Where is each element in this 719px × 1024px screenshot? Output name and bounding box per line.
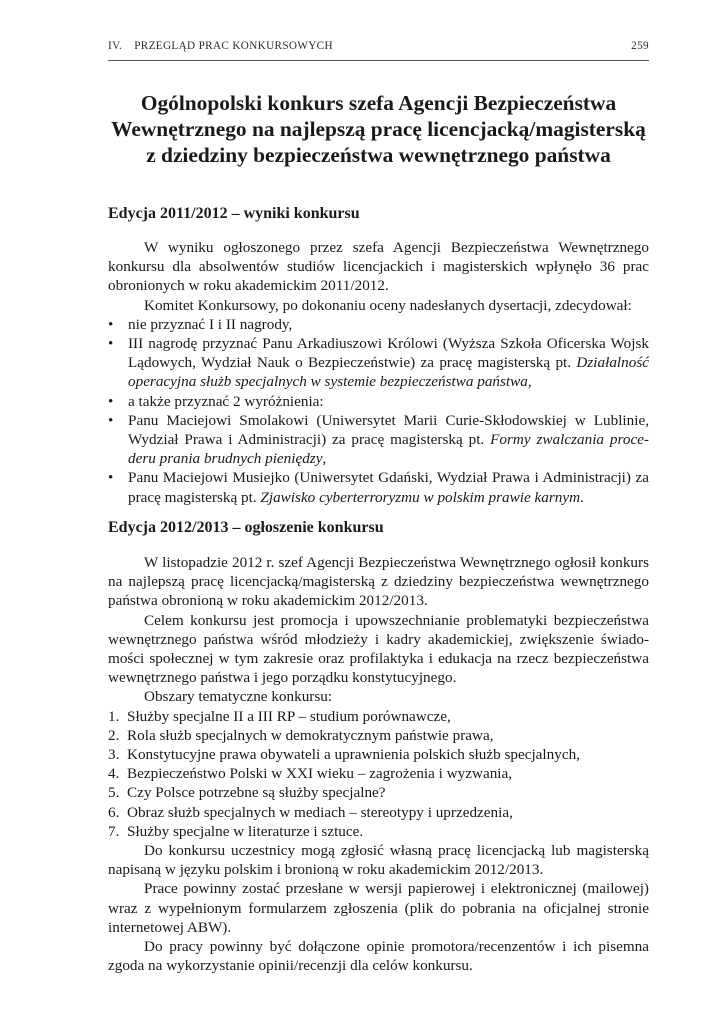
paragraph [108, 687, 649, 706]
text-line [128, 372, 649, 391]
work-title: Działalność [576, 354, 649, 372]
text-line: nie przyznać I i II nagrody, [128, 315, 293, 333]
text-line [128, 449, 649, 468]
text-line: Konstytucyjne prawa obywateli a uprawnienia polskich służb specjalnych, [127, 746, 580, 764]
topic-list-item [108, 745, 649, 764]
topic-list-item [108, 764, 649, 783]
paragraph [108, 553, 649, 611]
chapter-heading [108, 40, 333, 52]
work-title: deru prania brudnych pieniędzy [128, 450, 323, 468]
text-line: państwa obronioną w roku akademickim 2012/2013. [108, 592, 428, 610]
text-line: III nagrodę przyznać Panu Arkadiuszowi Królowi (Wyższa Szkoła Oficerska Wojsk [128, 335, 649, 353]
text-line: konkursu dla absolwentów studiów licencjackich i magisterskich wpłynęło 36 prac [108, 258, 649, 276]
text-line: Obraz służb specjalnych w mediach – stereotypy i uprzedzenia, [127, 803, 513, 821]
chapter-title: PRZEGLĄD PRAC KONKURSOWYCH [134, 40, 333, 52]
section-2011-2012-body [108, 238, 649, 507]
bullet-item [108, 315, 649, 334]
topic-list-item [108, 822, 649, 841]
paragraph [108, 611, 649, 688]
header-divider [108, 60, 649, 61]
section-heading-2011-2012: Edycja 2011/2012 – wyniki konkursu [108, 205, 360, 222]
text-line: zgoda na wykorzystanie opinii/recenzji dla celów konkursu. [108, 957, 473, 975]
paragraph [108, 296, 649, 315]
list-number: 5. [108, 784, 120, 802]
page-number: 259 [631, 40, 649, 52]
list-number: 3. [108, 746, 120, 764]
text-line: W wyniku ogłoszonego przez szefa Agencji Bezpieczeństwa Wewnętrznego [144, 239, 649, 256]
topic-list-item [108, 783, 649, 802]
text-line: Rola służb specjalnych w demokratycznym państwie prawa, [127, 726, 494, 744]
text-line: Bezpieczeństwo Polski w XXI wieku – zagrożenia i wyzwania, [127, 765, 513, 783]
list-number: 1. [108, 707, 120, 725]
text-line: Komitet Konkursowy, po dokonaniu oceny nadesłanych dysertacji, zdecydował: [144, 296, 632, 314]
text-line: W listopadzie 2012 r. szef Agencji Bezpieczeństwa Wewnętrznego ogłosił konkurs [144, 554, 649, 571]
text-line: Do konkursu uczestnicy mogą zgłosić własną pracę licencjacką lub magisterską [144, 842, 649, 860]
text-line: Panu Maciejowi Smolakowi (Uniwersytet Marii Curie-Skłodowskiej w Lublinie, [128, 411, 649, 429]
list-number: 4. [108, 765, 120, 783]
text-line: Celem konkursu jest promocja i upowszechnianie problematyki bezpieczeństwa [144, 611, 649, 629]
article-title [108, 90, 649, 168]
text-line: Obszary tematyczne konkursu: [144, 688, 333, 706]
text-line: wewnętrznego państwa wśród młodzieży i kadry akademickiej, zwiększenie świado- [108, 630, 649, 648]
topic-list-item [108, 707, 649, 726]
list-number: 6. [108, 803, 120, 821]
text-line: Służby specjalne w literaturze i sztuce. [127, 822, 364, 840]
bullet-item [108, 468, 649, 506]
text-line [128, 353, 649, 372]
paragraph [108, 879, 649, 937]
text-line: napisaną w języku polskim i bronioną w roku akademickim 2012/2013. [108, 861, 544, 879]
text-line: Do pracy powinny być dołączone opinie promotora/recenzentów i ich pisemna [144, 938, 649, 956]
bullet-marker: • [108, 335, 114, 353]
bullet-item [108, 334, 649, 392]
text-line [128, 488, 649, 507]
section-heading-2012-2013: Edycja 2012/2013 – ogłoszenie konkursu [108, 519, 384, 536]
list-number: 7. [108, 822, 120, 840]
text-run: , [322, 450, 327, 468]
paragraph [108, 238, 649, 296]
text-run: pracę magisterską pt. [128, 488, 261, 506]
title-line: z dziedziny bezpieczeństwa wewnętrznego państwa [146, 143, 611, 167]
bullet-marker: • [108, 411, 114, 429]
work-title: Formy zwalczania proce- [490, 431, 649, 449]
bullet-marker: • [108, 469, 114, 487]
text-line: na najlepszą pracę licencjacką/magisterską z dziedziny bezpieczeństwa wewnętrznego [108, 573, 649, 591]
text-line: Czy Polsce potrzebne są służby specjalne? [127, 784, 386, 802]
topic-list-item [108, 803, 649, 822]
work-title: operacyjna służb specjalnych w systemie bezpieczeństwa państwa [128, 373, 528, 391]
work-title: Zjawisko cyberterroryzmu w polskim prawie karnym [260, 488, 581, 506]
section-2012-2013-body [108, 553, 649, 975]
text-line: obronionych w roku akademickim 2011/2012. [108, 277, 389, 295]
running-head [108, 40, 649, 56]
text-line: Prace powinny zostać przesłane w wersji papierowej i elektronicznej (mailowej) [144, 880, 649, 898]
text-run: . [580, 488, 584, 506]
title-line: Wewnętrznego na najlepszą pracę licencjacką/magisterską [111, 117, 646, 141]
text-line: mości społecznej w tym zakresie oraz profilaktyka i edukacja na rzecz bezpieczeństwa [108, 650, 649, 668]
bullet-marker: • [108, 392, 114, 410]
text-run: Lądowych, Wydział Nauk o Bezpieczeństwie) za pracę magisterską pt. [128, 354, 577, 372]
text-line [128, 430, 649, 449]
chapter-numeral: IV. [108, 40, 123, 52]
paragraph [108, 937, 649, 975]
text-line: a także przyznać 2 wyróżnienia: [128, 392, 324, 410]
list-number: 2. [108, 726, 120, 744]
text-run: Wydział Prawa i Administracji) za pracę magisterską pt. [128, 431, 491, 449]
topic-list-item [108, 726, 649, 745]
text-line: wraz z wypełnionym formularzem zgłoszenia (plik do pobrania na oficjalnej stronie [108, 899, 649, 917]
bullet-item [108, 392, 649, 411]
text-line: internetowej ABW). [108, 918, 232, 936]
bullet-item [108, 411, 649, 469]
text-line: Służby specjalne II a III RP – studium porównawcze, [127, 707, 451, 725]
text-line: Panu Maciejowi Musiejko (Uniwersytet Gdański, Wydział Prawa i Administracji) za [128, 469, 649, 487]
bullet-marker: • [108, 315, 114, 333]
text-run: , [527, 373, 532, 391]
text-line: wewnętrznego państwa i jego porządku konstytucyjnego. [108, 669, 457, 687]
paragraph [108, 841, 649, 879]
title-line: Ogólnopolski konkurs szefa Agencji Bezpieczeństwa [140, 91, 617, 115]
